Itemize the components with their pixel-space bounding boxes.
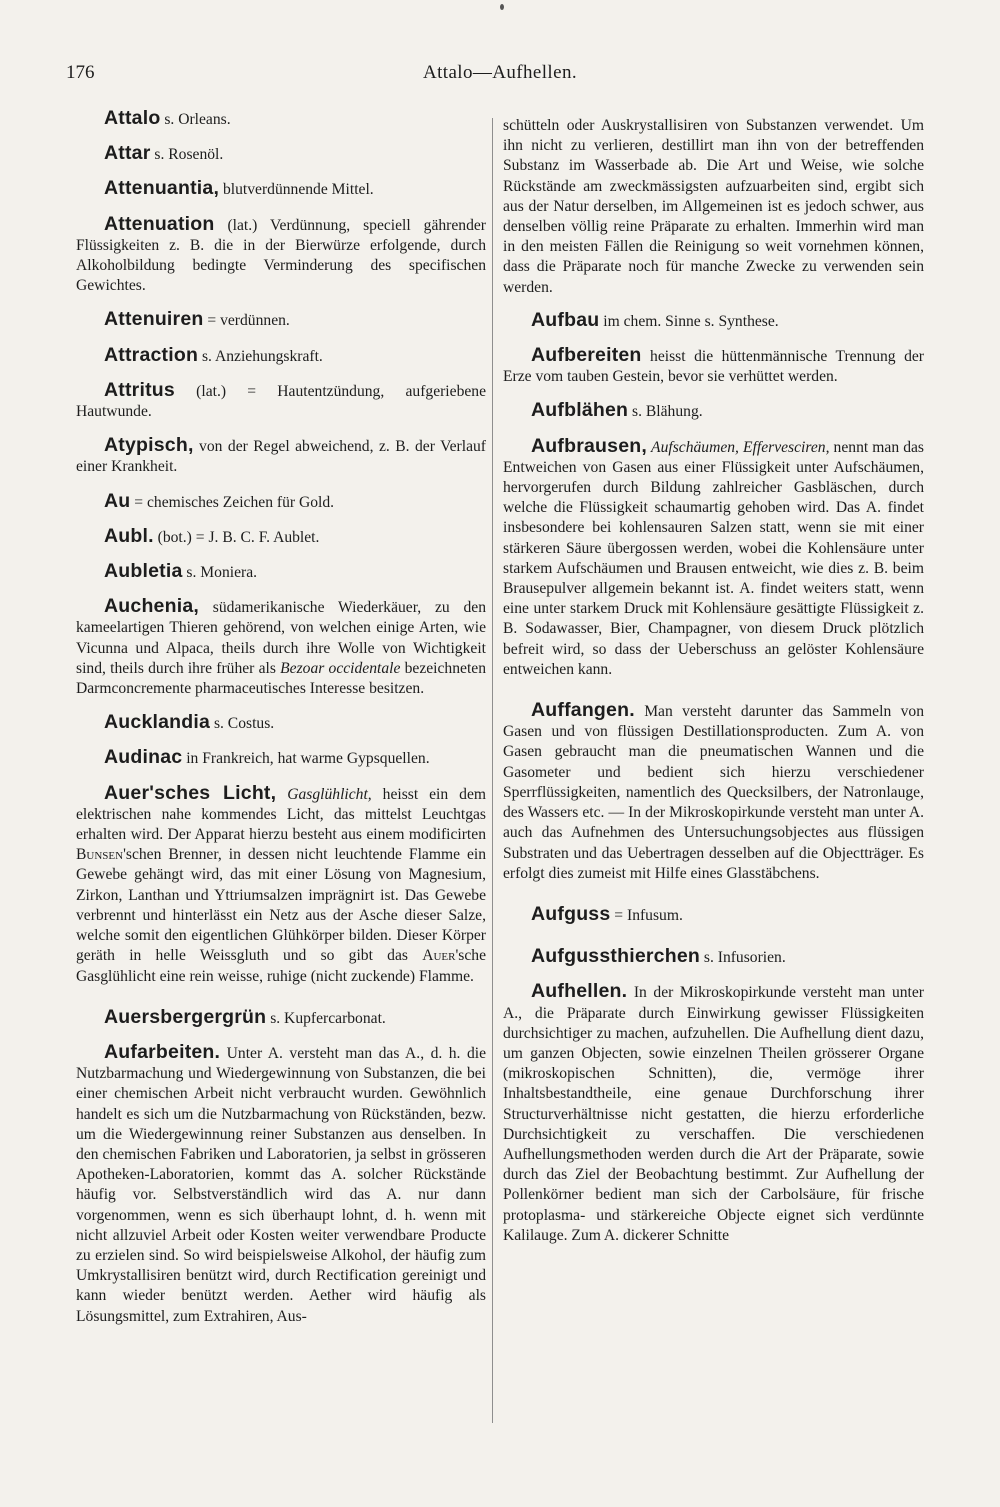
entry-aufbrausen [503,436,924,680]
entry-italic: Bezoar occidentale [280,659,401,677]
entry-text: = chemisches Zeichen für Gold. [130,493,335,511]
entry-text: in Frankreich, hat warme Gypsquellen. [182,750,430,768]
left-column [76,108,486,1340]
entry-auersbergergruen [76,1007,486,1029]
headword: Aubletia [104,560,183,583]
entry-aubletia [76,561,486,583]
headword: Auer'sches Licht, [104,781,277,804]
entry-text: blutverdünnende Mittel. [219,181,374,199]
entry-au [76,491,486,513]
headword: Aucklandia [104,711,211,734]
headword: Aufgussthierchen [531,945,700,968]
entry-aufgussthierchen [503,946,924,968]
headword: Attenuantia, [104,177,220,200]
entry-text: 'sche Gasglühlicht eine rein weisse, ruhige (nicht zuckende) Flamme. [76,947,486,985]
entry-aufguss [503,904,924,926]
headword: Attraction [104,343,199,366]
headword: Auersbergergrün [104,1005,267,1028]
entry-text: In der Mikroskopirkunde versteht man unter A., die Präparate durch Einwirkung gewisser Flüssigkeiten durchsichtiger zu machen, aufzuhellen. Die Aufhellung dient dazu, um ganzen Objecten, sowie einzelnen Theilen grösserer Organe (mikroskopischen Schnitten), die, vermöge ihrer Inhaltsbestandtheile, eine genaue Durchforschung ihrer Structurverhältnisse nicht gestatten, die hierzu erforderliche Durchsichtigkeit zu verschaffen. Die verschiedenen Aufhellungsmethoden werden durch die Art der Präparate, sowie durch das Ziel der Beobachtung bestimmt. Zur Aufhellung der Pollenkörner bedient man sich der Carbolsäure, für frische protoplasma- und stärkereiche Objecte eignet sich verdünnte Kalilauge. Zum A. dickerer Schnitte [503,984,924,1244]
entry-text: (lat.) = Hautentzündung, aufgeriebene Hautwunde. [76,382,486,421]
entry-auffangen [503,700,924,884]
headword: Attar [104,142,151,165]
headword: Aufarbeiten. [104,1040,221,1063]
continued-text: schütteln oder Auskrystallisiren von Substanzen verwendet. Um ihn nicht zu verlieren, destillirt man ihn von der betreffenden Substanz im Wasserbade ab. Die Art und Weise, wie solche Rückstände am zweckmässigsten aufzuarbeiten sind, ergibt sich aus der Natur derselben, im Allgemeinen ist es jedoch schwer, aus denselben völlig reine Präparate zu erhalten. Immerhin wird man in den meisten Fällen die Reinigung so weit vornehmen können, dass die Präparate noch für manche Zwecke zu verwenden sein werden. [503,117,924,296]
headword: Attenuation [104,212,215,235]
entry-text: heisst die hüttenmännische Trennung der Erze vom tauben Gestein, bevor sie verhüttet werden. [503,348,924,386]
entry-text: s. Infusorien. [699,949,786,967]
entry-text: s. Anziehungskraft. [198,347,323,365]
entry-attenuantia [76,178,486,200]
entry-italic: Gasglühlicht, [287,785,372,803]
headword: Aufguss [531,902,611,925]
headword: Auffangen. [531,699,635,722]
headword: Attalo [104,107,161,129]
headword: Aufhellen. [531,980,628,1003]
entry-text: von der Regel abweichend, z. B. der Verlauf einer Krankheit. [76,438,486,476]
headword: Auchenia, [104,595,199,618]
headword: Attritus [104,378,175,401]
entry-aufbau [503,310,924,332]
entry-attar [76,143,486,165]
entry-auersches-licht [76,783,486,987]
running-head: Attalo—Aufhellen. [422,62,577,83]
entry-text: Unter A. versteht man das A., d. h. die Nutzbarmachung und Wiedergewinnung von Substanzen, die bei einer chemischen Arbeit nicht verbraucht wurden. Gewöhnlich handelt es sich um die Nutzbarmachung von Rückständen, bezw. um die Wiedergewinnung reiner Substanzen aus denselben. In den chemischen Fabriken und Laboratorien, ja selbst in grösseren Apotheken-Laboratorien, kommt das A. solcher Rückstände häufig vor. Selbstverständlich wird das A. nur dann vorgenommen, wenn es sich überhaupt lohnt, d. h. wenn mit nicht allzuviel Arbeit oder Kosten weiter verwendbare Producte zu erzielen sind. So wird beispielsweise Alkohol, der häufig zum Umkrystallisiren benützt wird, durch Rectification gereinigt und kann wieder benützt werden. Aether wird häufig als Lösungsmittel, zum Extrahiren, Aus- [76,1044,486,1325]
entry-smallcaps: Bunsen [76,846,124,864]
entry-text: s. Moniera. [182,564,258,582]
entry-attraction [76,345,486,367]
entry-auchenia [76,596,486,699]
entry-attalo [76,108,486,130]
entry-text: (bot.) = J. B. C. F. Aublet. [153,528,320,546]
headword: Aufbau [531,308,600,331]
page-number: 176 [66,62,95,83]
ink-speck [500,4,504,10]
entry-aufhellen [503,981,924,1246]
entry-text: = Infusum. [610,906,683,924]
entry-text: südamerikanische Wiederkäuer, zu den kameelartigen Thieren gehörend, von welchen einige Arten, wie Vicunna und Alpaca, theils durch ihre Wolle von Wichtigkeit sind, theils durch ihre früher als [76,599,486,677]
headword: Audinac [104,746,183,769]
headword: Aubl. [104,524,154,547]
entry-aufbereiten [503,345,924,387]
entry-text: s. Costus. [210,715,275,733]
entry-aufarbeiten [76,1042,486,1327]
entry-text: Man versteht darunter das Sammeln von Gasen und von flüssigen Destillationsproducten. Zum A. von Gasen gebraucht man die pneumatischen Wannen und die Gasometer und bedient sich hierzu verschiedener Sperrflüssigkeiten, namentlich des Quecksilbers, der Natronlauge, des Wassers etc. — In der Mikroskopirkunde versteht man unter A. auch das Aufnehmen des Untersuchungsobjectes aus flüssigen Substraten und das Uebertragen desselben auf die Objectträger. Es erfolgt dies zumeist mit Hilfe eines Glasstäbchens. [503,703,924,882]
entry-atypisch [76,435,486,477]
entry-text: s. Kupfercarbonat. [266,1009,386,1027]
entry-aucklandia [76,712,486,734]
entry-text: nennt man das Entweichen von Gasen aus einer Flüssigkeit unter Aufschäumen, hervorgerufen durch Bildung zahlreicher Gasbläschen, durch welche die Flüssigkeit schaumartig gehoben wird. Das A. findet insbesondere bei kohlensauren Salzen statt, wenn sie mit einer stärkeren Säure übergossen werden, wobei die Kohlensäure unter starkem Aufschäumen und Brausen entweicht, wie dies z. B. beim Brausepulver allgemein bekannt ist. A. findet weiters statt, wenn eine unter starkem Druck mit Kohlensäure gesättigte Flüssigkeit z. B. Sodawasser, Bier, Champagner, von diesem Druck plötzlich befreit wird, so dass der Ueberschuss an gelöster Kohlensäure entweichen kann. [503,438,924,678]
entry-smallcaps: Auer [422,947,456,965]
entry-aufblaehen [503,400,924,422]
entry-text: = verdünnen. [203,312,290,330]
entry-italic: Aufschäumen, Effervesciren, [651,438,830,456]
right-column [503,116,924,1259]
headword: Atypisch, [104,434,194,457]
entry-text: s. Rosenöl. [150,146,224,164]
entry-attenuiren [76,309,486,331]
entry-attenuation [76,214,486,297]
headword: Au [104,489,131,512]
column-divider [492,118,493,1423]
entry-text: (lat.) Verdünnung, speciell gährender Flüssigkeiten z. B. die in der Bierwürze erfolgende, durch Alkoholbildung bedingte Verminderung des specifischen Gewichtes. [76,216,486,295]
entry-text: heisst ein dem elektrischen nahe kommendes Licht, das mittelst Leuchtgas erhalten wird. Der Apparat hierzu besteht aus einem modificirten [76,785,486,844]
entry-text: s. Orleans. [160,111,231,128]
entry-text: 'schen Brenner, in dessen nicht leuchtende Flamme ein Gewebe gehängt wird, das mit einer Lösung von Magnesium, Zirkon, Lanthan und Yttriumsalzen imprägnirt ist. Das Gewebe verbrennt und hinterlässt ein Netz aus der Asche dieser Salze, welche somit den eigentlichen Glühkörper bilden. Dieser Körper geräth in helle Weissgluth und so gibt das [76,846,486,965]
headword: Aufbrausen, [531,434,647,457]
entry-text: im chem. Sinne s. Synthese. [599,312,779,330]
entry-audinac [76,747,486,769]
entry-text: s. Blähung. [628,403,703,421]
headword: Aufbereiten [531,344,642,367]
headword: Aufblähen [531,399,629,422]
headword: Attenuiren [104,308,204,331]
entry-text: bezeichneten Darmconcremente pharmaceutisches Interesse besitzen. [76,659,487,698]
entry-attritus [76,380,486,422]
entry-aubl [76,526,486,548]
